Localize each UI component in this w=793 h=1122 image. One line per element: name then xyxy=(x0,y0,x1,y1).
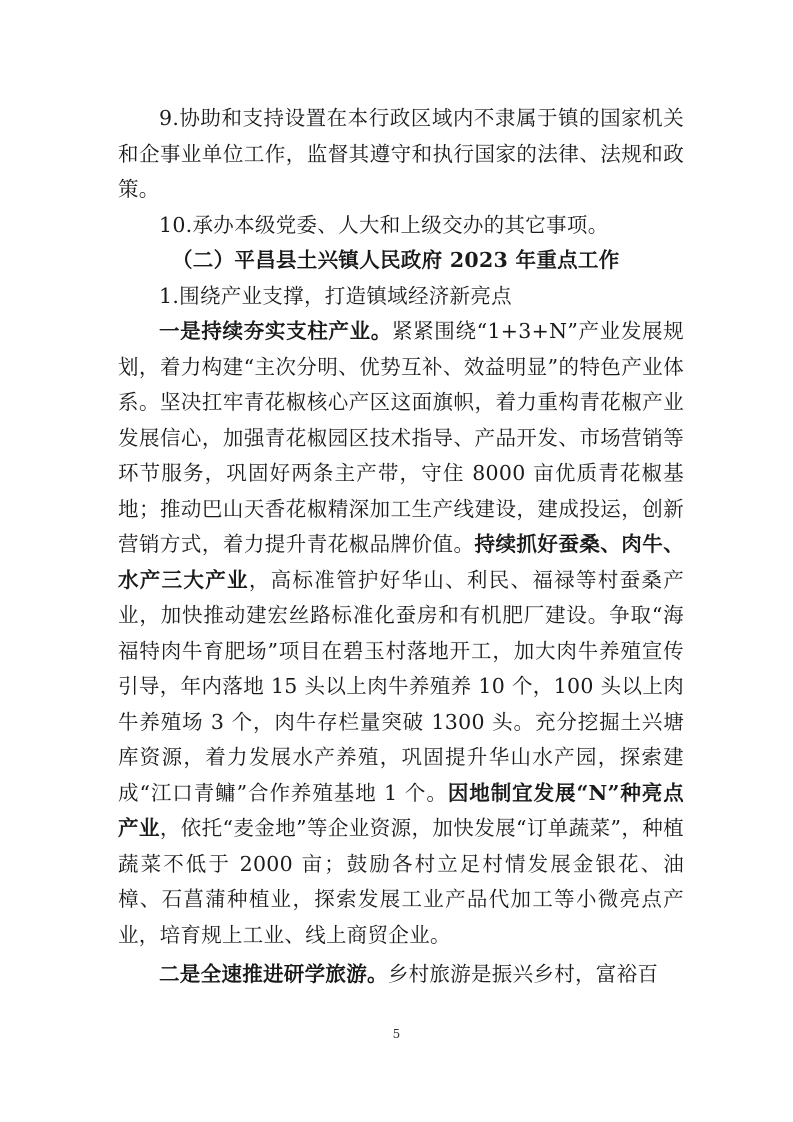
paragraph-pillar-industry xyxy=(118,314,684,953)
bold-lead-3: 因地制宜发展“N”种亮点产业 xyxy=(118,780,685,840)
paragraph-text-3: ，依托“麦金地”等企业资源，加快发展“订单蔬菜”，种植蔬菜不低于 2000 亩；鼓励各村立足村情发展金银花、油樟、石菖蒲种植业，探索发展工业产品代加工等小微亮点产业，培育规上工业、线上商贸企业。 xyxy=(118,816,684,947)
subsection-heading: 1.围绕产业支撑，打造镇域经济新亮点 xyxy=(159,283,512,308)
page-number: 5 xyxy=(392,1027,401,1041)
section-heading: （二）平昌县土兴镇人民政府 2023 年重点工作 xyxy=(172,248,620,272)
paragraph-text-1: 紧紧围绕“1+3+N”产业发展规划，着力构建“主次分明、优势互补、效益明显”的特色产业体系。坚决扛牢青花椒核心产区这面旗帜，着力重构青花椒产业发展信心，加强青花椒园区技术指导、产品开发、市场营销等环节服务，巩固好两条主产带，守住 8000 亩优质青花椒基地；推动巴山天香花椒精深加工生产线建设，建成投运，创新营销方式，着力提升青花椒品牌价值。 xyxy=(118,319,684,556)
bold-lead-1: 一是持续夯实支柱产业。 xyxy=(159,319,392,343)
paragraph-item-9: 9.协助和支持设置在本行政区域内不隶属于镇的国家机关和企事业单位工作，监督其遵守和执行国家的法律、法规和政策。 xyxy=(118,106,684,201)
paragraph-text-4: 乡村旅游是振兴乡村，富裕百 xyxy=(387,962,659,986)
document-body xyxy=(118,101,684,993)
paragraph-text-2: ，高标准管护好华山、利民、福禄等村蚕桑产业，加快推动建宏丝路标准化蚕房和有机肥厂建设。争取“海福特肉牛育肥场”项目在碧玉村落地开工，加大肉牛养殖宣传引导，年内落地 15 头以上肉牛养殖养 10 个，100 头以上肉牛养殖场 3 个，肉牛存栏量突破 1300 头。充分挖掘土兴塘库资源，着力发展水产养殖，巩固提升华山水产园，探索建成“江口青鳙”合作养殖基地 1 个。 xyxy=(118,567,685,805)
bold-lead-2: 持续抓好蚕桑、肉牛、水产三大产业 xyxy=(118,532,685,592)
paragraph-study-tourism xyxy=(118,957,684,993)
bold-lead-4: 二是全速推进研学旅游。 xyxy=(159,962,388,986)
paragraph-item-10: 10.承办本级党委、人大和上级交办的其它事项。 xyxy=(159,212,609,237)
